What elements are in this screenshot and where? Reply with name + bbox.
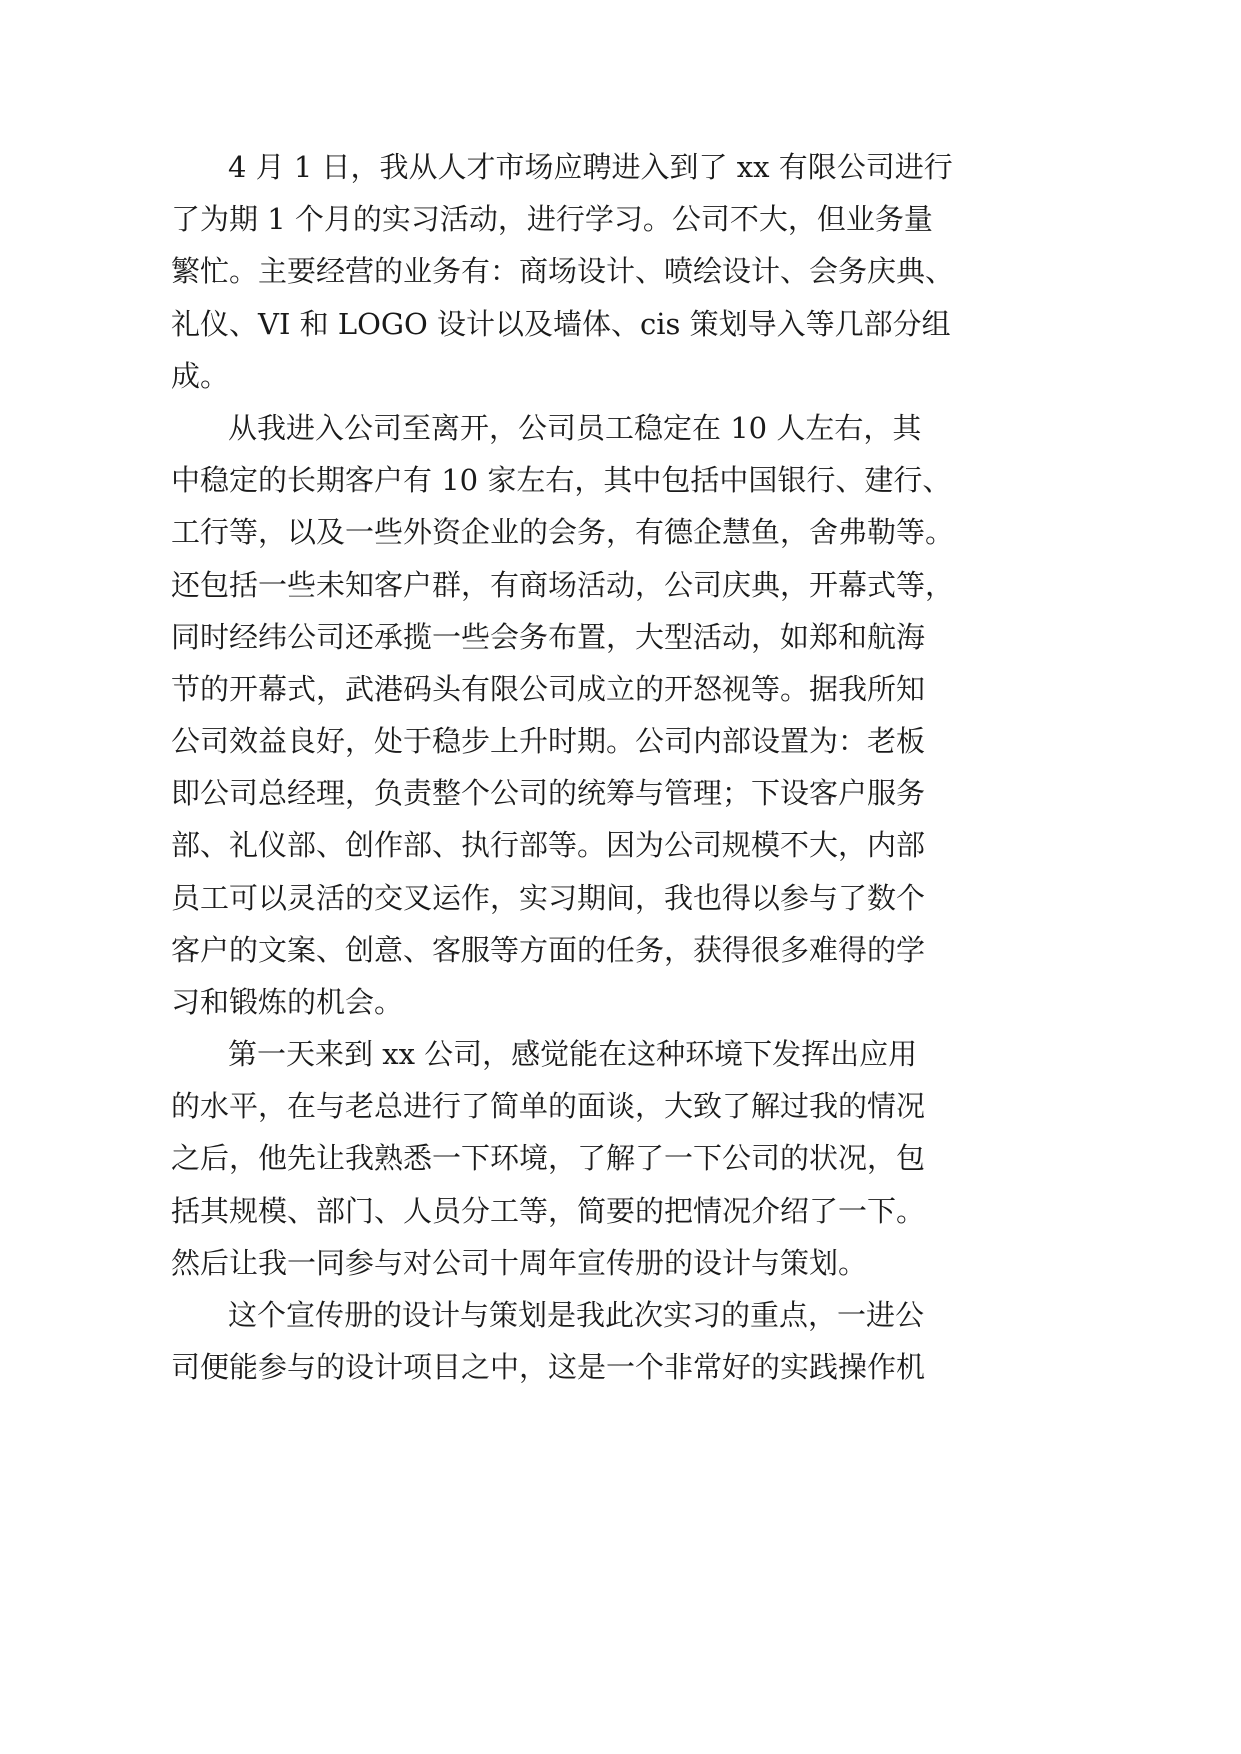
text-line-12: 公司效益良好，处于稳步上升时期。公司内部设置为：老板 bbox=[171, 724, 926, 758]
text-line-5: 成。 bbox=[171, 359, 230, 393]
text-line-18: 第一天来到 xx 公司，感觉能在这种环境下发挥出应用 bbox=[228, 1037, 918, 1071]
text-line-10: 同时经纬公司还承揽一些会务布置，大型活动，如郑和航海 bbox=[171, 620, 926, 654]
text-line-2: 了为期 1 个月的实习活动，进行学习。公司不大，但业务量 bbox=[171, 202, 933, 236]
text-line-11: 节的开幕式，武港码头有限公司成立的开怒视等。据我所知 bbox=[171, 672, 926, 706]
text-line-19: 的水平，在与老总进行了简单的面谈，大致了解过我的情况 bbox=[171, 1089, 926, 1123]
text-line-6: 从我进入公司至离开，公司员工稳定在 10 人左右，其 bbox=[228, 411, 922, 445]
text-line-3: 繁忙。主要经营的业务有：商场设计、喷绘设计、会务庆典、 bbox=[171, 254, 955, 288]
text-line-20: 之后，他先让我熟悉一下环境，了解了一下公司的状况，包 bbox=[171, 1141, 926, 1175]
text-line-16: 客户的文案、创意、客服等方面的任务，获得很多难得的学 bbox=[171, 933, 926, 967]
text-line-1: 4 月 1 日，我从人才市场应聘进入到了 xx 有限公司进行 bbox=[228, 150, 953, 184]
text-line-17: 习和锻炼的机会。 bbox=[171, 985, 404, 1019]
text-line-24: 司便能参与的设计项目之中，这是一个非常好的实践操作机 bbox=[171, 1350, 926, 1384]
text-line-13: 即公司总经理，负责整个公司的统筹与管理；下设客户服务 bbox=[171, 776, 926, 810]
text-line-22: 然后让我一同参与对公司十周年宣传册的设计与策划。 bbox=[171, 1246, 868, 1280]
text-line-21: 括其规模、部门、人员分工等，简要的把情况介绍了一下。 bbox=[171, 1194, 926, 1228]
text-line-4: 礼仪、VI 和 LOGO 设计以及墙体、cis 策划导入等几部分组 bbox=[171, 307, 951, 341]
text-line-9: 还包括一些未知客户群，有商场活动，公司庆典，开幕式等， bbox=[171, 568, 955, 602]
text-line-7: 中稳定的长期客户有 10 家左右，其中包括中国银行、建行、 bbox=[171, 463, 952, 497]
text-line-14: 部、礼仪部、创作部、执行部等。因为公司规模不大，内部 bbox=[171, 828, 926, 862]
text-line-8: 工行等，以及一些外资企业的会务，有德企慧鱼，舍弗勒等。 bbox=[171, 515, 955, 549]
text-line-23: 这个宣传册的设计与策划是我此次实习的重点，一进公 bbox=[228, 1298, 925, 1332]
text-line-15: 员工可以灵活的交叉运作，实习期间，我也得以参与了数个 bbox=[171, 881, 926, 915]
